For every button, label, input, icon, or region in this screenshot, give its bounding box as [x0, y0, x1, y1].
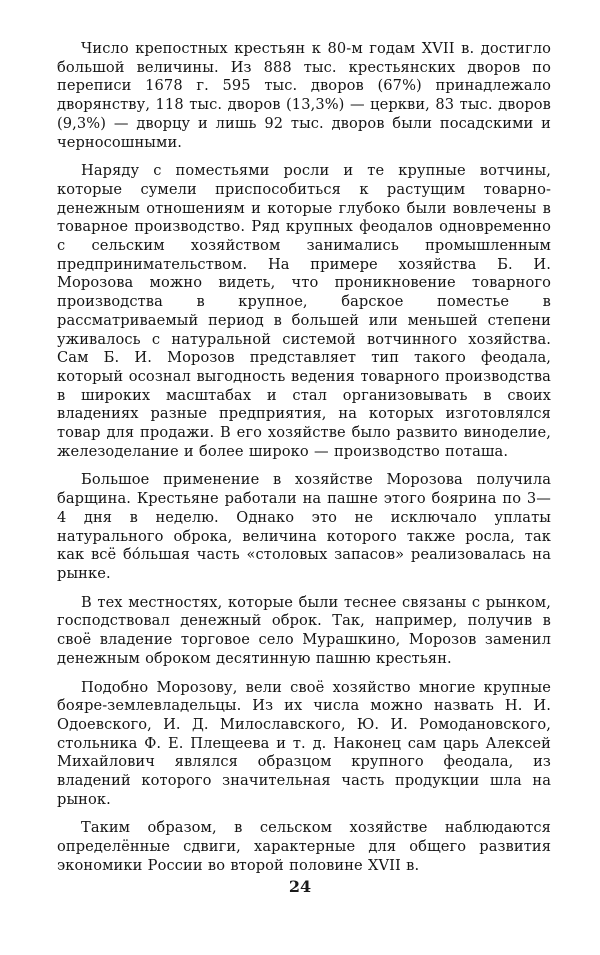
paragraph-votchina-commodity-production: Наряду с поместьями росли и те крупные вотчины, которые сумели приспособиться к растущим товарно-денежным отношениям и которые глубоко были вовлечены в товарное производство. Ряд крупных феодалов одновременно с сельским хозяйством занимались промышленным предпринимательством. На примере хозяйства Б. И. Морозова можно видеть, что проникновение товарного производства в крупное, барское поместье в рассматриваемый период в большей или меньшей степени уживалось с натуральной системой вотчинного хозяйства. Сам Б. И. Морозов представляет тип такого феодала, который осознал выгодность ведения товарного производства в широких масштабах и стал организовывать в своих владениях разные предприятия, на которых изготовлялся товар для продажи. В его хозяйстве было развито виноделие, железоделание и более широко — производство поташа.: [57, 162, 551, 460]
paragraph-conclusion: Таким образом, в сельском хозяйстве наблюдаются определённые сдвиги, характерные для общего развития экономики России во второй половине XVII в.: [57, 819, 551, 874]
paragraph-barshchina: Большое применение в хозяйстве Морозова получила барщина. Крестьяне работали на пашне этого боярина по 3—4 дня в неделю. Однако это не исключало уплаты натурального оброка, величина которого также росла, так как всё бо́льшая часть «столовых запасов» реализовалась на рынке.: [57, 471, 551, 582]
paragraph-money-obrok: В тех местностях, которые были теснее связаны с рынком, господствовал денежный оброк. Так, например, получив в своё владение торговое село Мурашкино, Морозов заменил денежным оброком десятинную пашню крестьян.: [57, 593, 551, 667]
page-body: [57, 40, 551, 886]
page-number: 24: [288, 877, 312, 896]
paragraph-large-landowners: Подобно Морозову, вели своё хозяйство многие крупные бояре-землевладельцы. Из их числа можно назвать Н. И. Одоевского, И. Д. Милославского, Ю. И. Ромодановского, стольника Ф. Е. Плещеева и т. д. Наконец сам царь Алексей Михайлович являлся образцом крупного феодала, из владений которого значительная часть продукции шла на рынок.: [57, 678, 551, 808]
paragraph-serf-household-statistics: Число крепостных крестьян к 80-м годам XVII в. достигло большой величины. Из 888 тыс. крестьянских дворов по переписи 1678 г. 595 тыс. дворов (67%) принадлежало дворянству, 118 тыс. дворов (13,3%) — церкви, 83 тыс. дворов (9,3%) — дворцу и лишь 92 тыс. дворов были посадскими и черносошными.: [57, 40, 551, 151]
